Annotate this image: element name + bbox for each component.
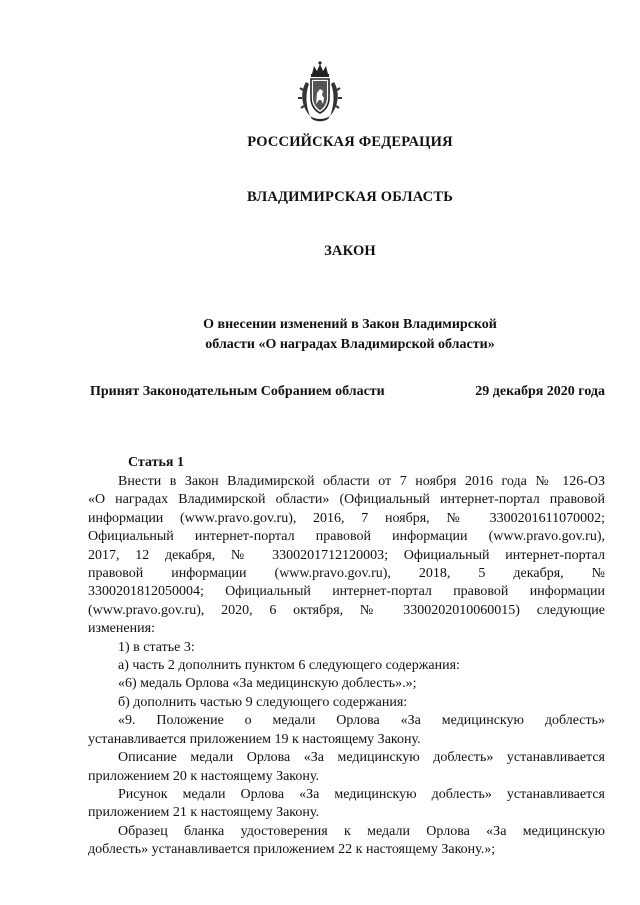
article-line: Образец бланка удостоверения к медали Орлова «За медицинскую bbox=[118, 823, 605, 839]
region-heading: ВЛАДИМИРСКАЯ ОБЛАСТЬ bbox=[247, 189, 453, 205]
article-body bbox=[88, 473, 605, 860]
article-line: «6) медаль Орлова «За медицинскую доблесть».»; bbox=[118, 676, 417, 692]
adopted-by: Принят Законодательным Собранием области bbox=[90, 384, 385, 399]
article-line: Официальный интернет-портал правовой информации (www.pravo.gov.ru), bbox=[88, 529, 605, 545]
coat-of-arms-icon bbox=[296, 60, 344, 124]
article-line: приложением 21 к настоящему Закону. bbox=[88, 805, 319, 821]
article-line: 1) в статье 3: bbox=[118, 639, 195, 655]
article-line: правовой информации (www.pravo.gov.ru), 2018, 5 декабря, № bbox=[88, 566, 605, 582]
article-line: доблесть» устанавливается приложением 22 к настоящему Закону.»; bbox=[88, 842, 496, 858]
adoption-line bbox=[90, 384, 605, 400]
article-line: «9. Положение о медали Орлова «За медицинскую доблесть» bbox=[118, 713, 605, 729]
law-title-line: О внесении изменений в Закон Владимирской bbox=[203, 317, 497, 332]
article-line: Описание медали Орлова «За медицинскую доблесть» устанавливается bbox=[118, 750, 605, 766]
article-line: изменения: bbox=[88, 621, 155, 637]
article-line: (www.pravo.gov.ru), 2020, 6 октября, № 3300202010060015) следующие bbox=[88, 602, 605, 618]
law-title-line: области «О наградах Владимирской области» bbox=[205, 337, 495, 352]
article-line: 2017, 12 декабря, № 3300201712120003; Официальный интернет-портал bbox=[88, 547, 605, 563]
article-line: а) часть 2 дополнить пунктом 6 следующего содержания: bbox=[118, 658, 460, 674]
article-title: Статья 1 bbox=[128, 455, 184, 470]
article-line: б) дополнить частью 9 следующего содержания: bbox=[118, 694, 408, 710]
adoption-date: 29 декабря 2020 года bbox=[475, 384, 605, 399]
article-line: 3300201812050004; Официальный интернет-портал правовой информации bbox=[88, 584, 605, 600]
article-line: устанавливается приложением 19 к настоящему Закону. bbox=[88, 731, 421, 747]
article-line: информации (www.pravo.gov.ru), 2016, 7 ноября, № 3300201611070002; bbox=[88, 510, 605, 526]
article-line: Внести в Закон Владимирской области от 7 ноября 2016 года № 126-ОЗ bbox=[118, 474, 605, 489]
country-heading: РОССИЙСКАЯ ФЕДЕРАЦИЯ bbox=[247, 134, 453, 150]
article-line: «О наградах Владимирской области» (Официальный интернет-портал правовой bbox=[88, 492, 605, 508]
law-title bbox=[180, 315, 520, 355]
article-line: Рисунок медали Орлова «За медицинскую доблесть» устанавливается bbox=[118, 786, 605, 802]
article-line: приложением 20 к настоящему Закону. bbox=[88, 768, 319, 784]
document-type-heading: ЗАКОН bbox=[324, 243, 376, 259]
